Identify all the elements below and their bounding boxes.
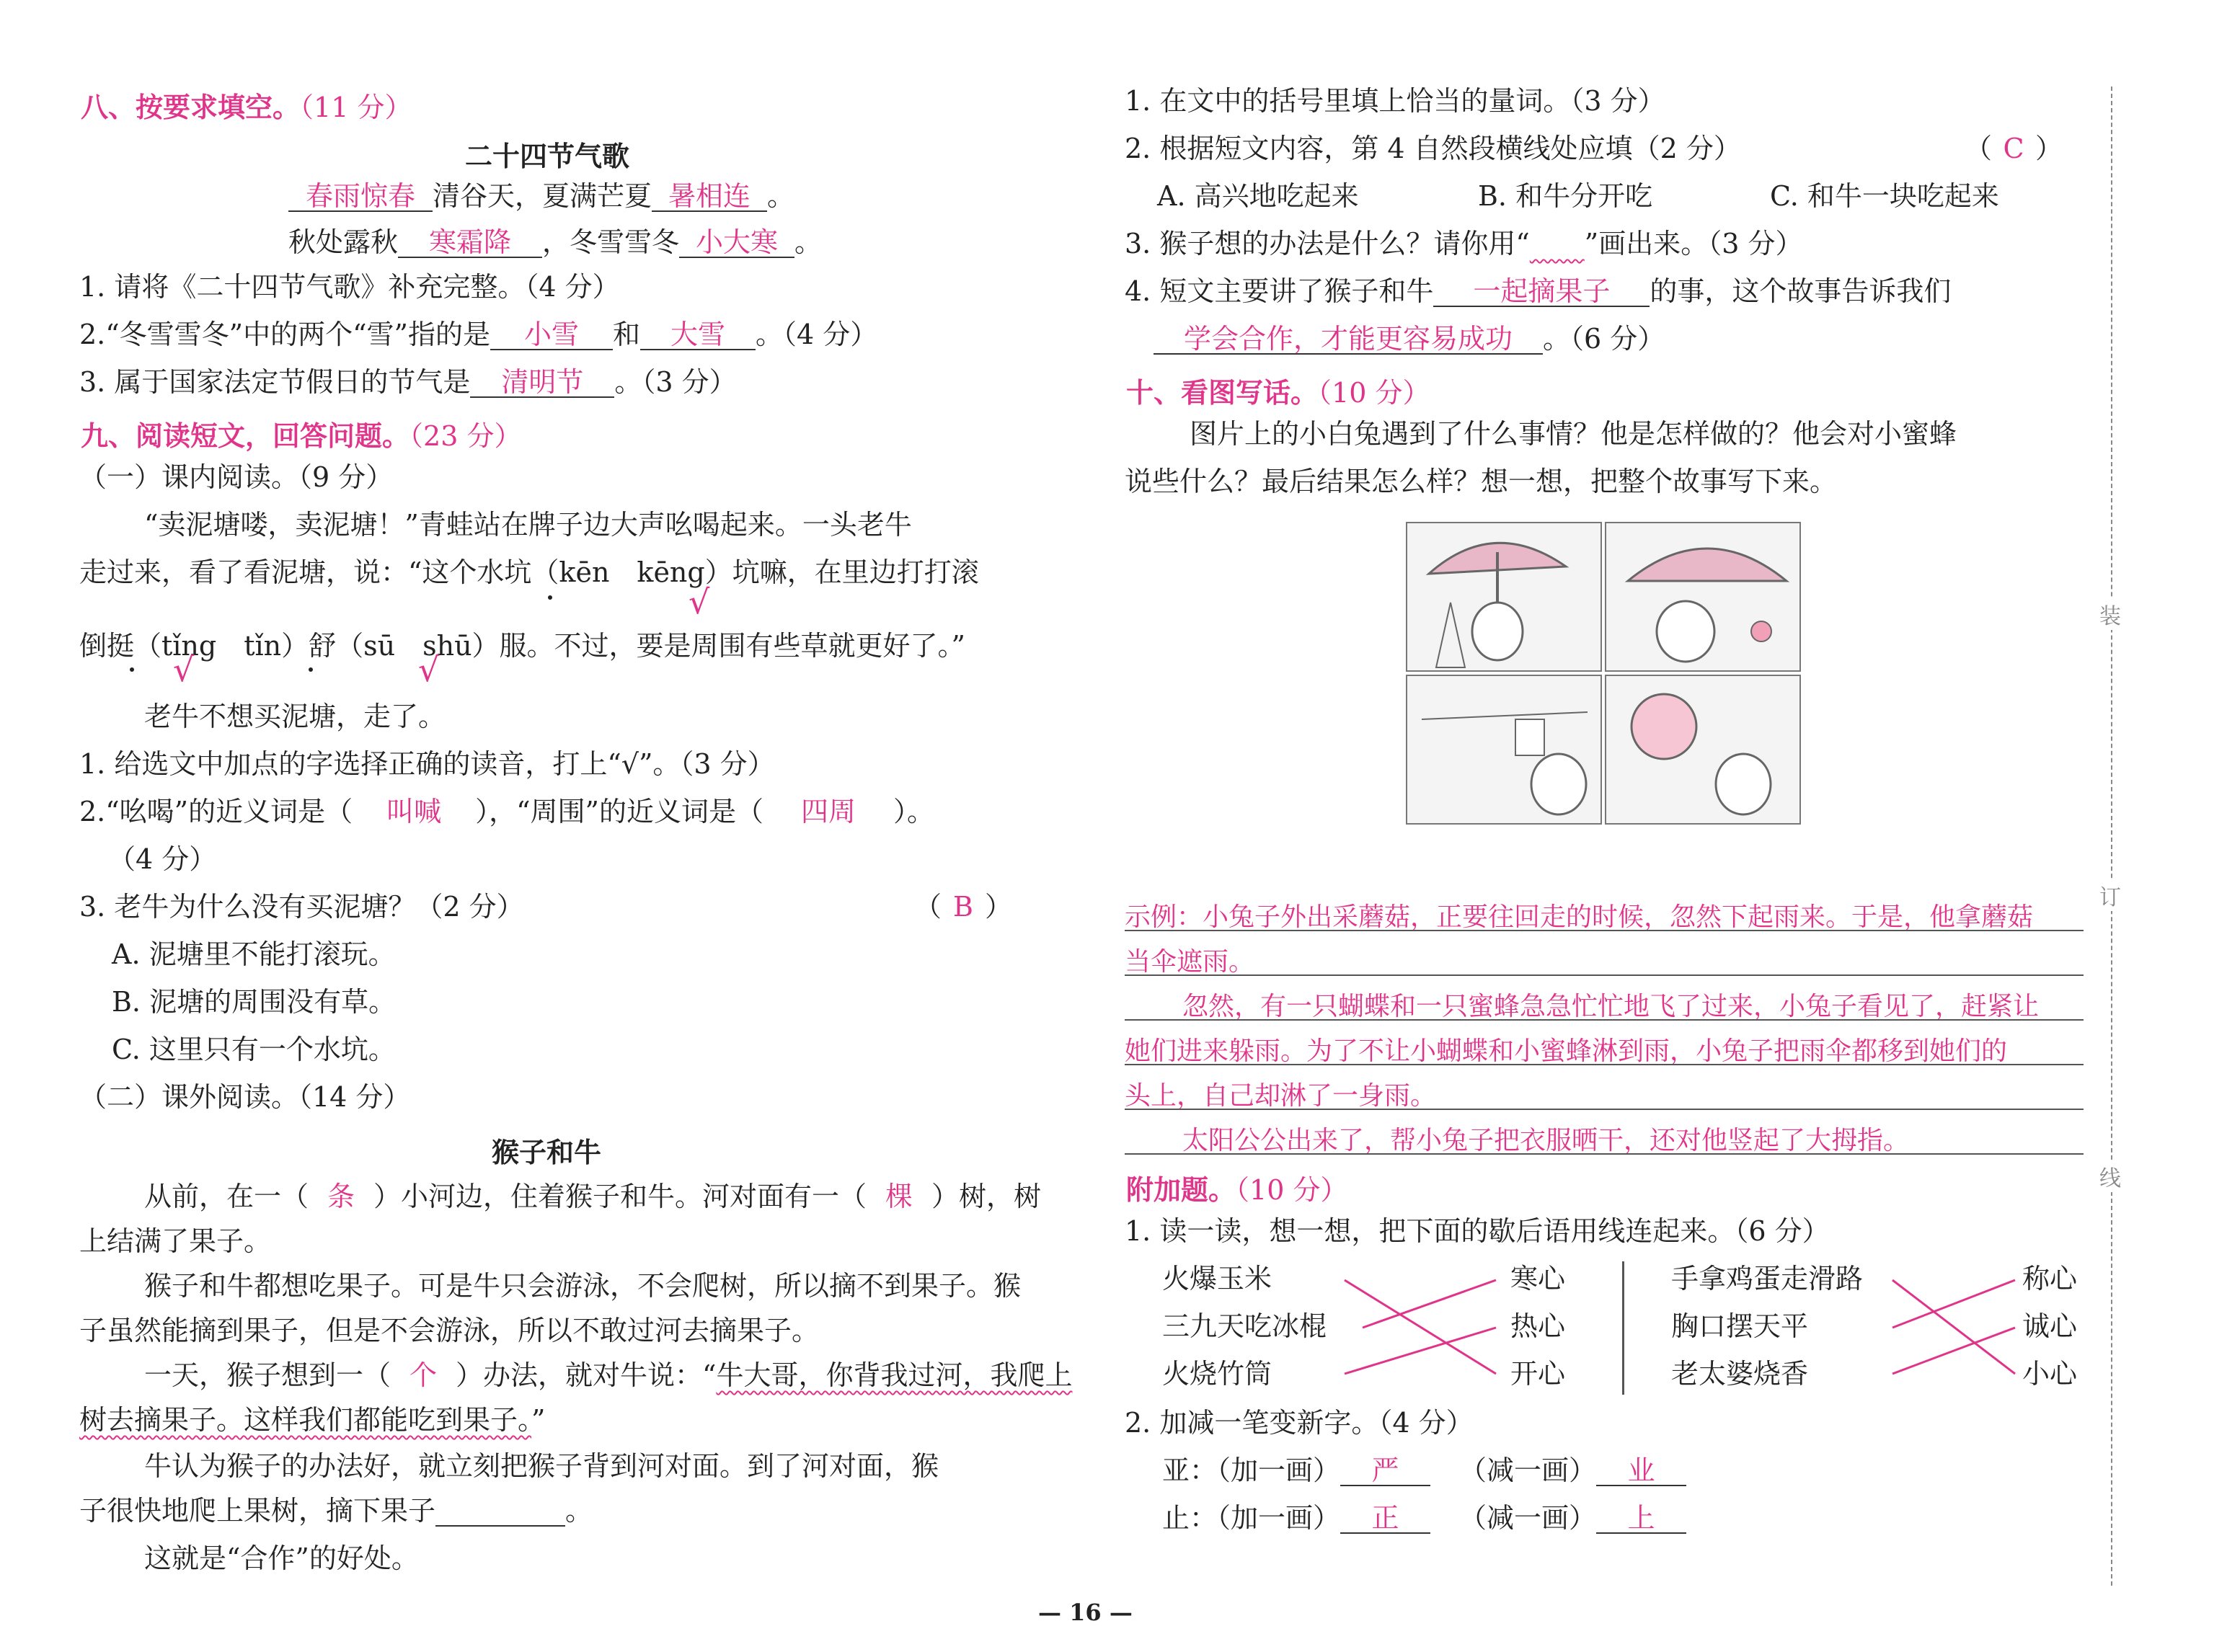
- answer-blank: 学会合作，才能更容易成功: [1154, 324, 1543, 355]
- sample-answer-line: 太阳公公出来了，帮小兔子把衣服晒干，还对他竖起了大拇指。: [1182, 1126, 1910, 1155]
- match-item: 火爆玉米: [1162, 1263, 1272, 1294]
- binding-dashed-line: [2111, 86, 2112, 1586]
- answer-blank: 小大寒: [679, 228, 794, 258]
- part-1-label: （一）课内阅读。（9 分）: [79, 461, 394, 493]
- answer-bracket: （ B ）: [914, 891, 1013, 923]
- match-item: 热心: [1510, 1310, 1566, 1342]
- bonus-heading: 附加题。（10 分）: [1126, 1174, 1348, 1206]
- match-item: 手拿鸡蛋走滑路: [1671, 1263, 1864, 1294]
- page-number: — 16 —: [1038, 1599, 1133, 1626]
- passage-1-line: 老牛不想买泥塘，走了。: [144, 701, 446, 732]
- option-a: A. 泥塘里不能打滚玩。: [112, 938, 396, 970]
- match-item: 诚心: [2022, 1310, 2078, 1342]
- answer-blank: 小雪: [490, 320, 613, 350]
- passage-1-line: 走过来，看了看泥塘，说：“这个水坑（kēn kēng）坑嘛，在里边打打滚: [79, 556, 979, 588]
- question-8-2: 2.“冬雪雪冬”中的两个“雪”指的是 小雪 和 大雪 。（4 分）: [79, 319, 878, 350]
- answer-text: 叫喊: [386, 796, 442, 827]
- story-line: 上结满了果子。: [79, 1225, 272, 1257]
- check-mark-icon: √: [689, 582, 710, 621]
- story-line: 猴子和牛都想吃果子。可是牛只会游泳，不会爬树，所以摘不到果子。猴: [144, 1270, 1022, 1302]
- prompt-line: 说些什么？最后结果怎么样？想一想，把整个故事写下来。: [1125, 466, 1838, 497]
- answer-blank: 春雨惊春: [288, 182, 433, 212]
- question-8-3: 3. 属于国家法定节假日的节气是 清明节 。（3 分）: [79, 366, 737, 398]
- poem-line-1: 春雨惊春 清谷天，夏满芒夏 暑相连 。: [288, 180, 794, 212]
- match-item: 寒心: [1510, 1263, 1566, 1294]
- question-8-1: 1. 请将《二十四节气歌》补充完整。（4 分）: [79, 271, 620, 303]
- answer-text: 四周: [800, 796, 856, 827]
- sample-answer-line: 头上，自己却淋了一身雨。: [1125, 1081, 1437, 1111]
- answer-bracket: （ C ）: [1965, 133, 2063, 164]
- match-item: 开心: [1510, 1358, 1566, 1390]
- check-mark-icon: √: [173, 650, 195, 689]
- question-2: 2. 根据短文内容，第 4 自然段横线处应填（2 分）: [1125, 133, 1741, 164]
- answer-blank: 一起摘果子: [1433, 277, 1650, 307]
- story-line: 树去摘果子。这样我们都能吃到果子。”: [79, 1404, 546, 1436]
- add-stroke-row: 亚：（加一画） 严 （减一画） 业: [1162, 1455, 1686, 1486]
- check-mark-icon: √: [418, 650, 440, 689]
- story-line: 这就是“合作”的好处。: [144, 1542, 419, 1574]
- match-item: 胸口摆天平: [1671, 1310, 1809, 1342]
- question-4-cont: 学会合作，才能更容易成功 。（6 分）: [1154, 323, 1665, 355]
- option-b: B. 和牛分开吃: [1478, 180, 1653, 212]
- section-9-heading: 九、阅读短文，回答问题。（23 分）: [81, 420, 522, 452]
- match-item: 老太婆烧香: [1671, 1358, 1809, 1390]
- story-line: 牛认为猴子的办法好，就立刻把猴子背到河对面。到了河对面，猴: [144, 1450, 939, 1482]
- answer-blank: 严: [1340, 1456, 1430, 1486]
- sample-answer-line: 忽然，有一只蝴蝶和一只蜜蜂急急忙忙地飞了过来，小兔子看见了，赶紧让: [1182, 992, 2040, 1021]
- question-9-3: 3. 老牛为什么没有买泥塘？（2 分）: [79, 891, 524, 923]
- margin-label: 装: [2099, 598, 2121, 630]
- poem-title: 二十四节气歌: [465, 141, 630, 172]
- margin-label: 线: [2099, 1160, 2121, 1192]
- prompt-line: 图片上的小白兔遇到了什么事情？他是怎样做的？他会对小蜜蜂: [1190, 418, 1957, 450]
- margin-label: 订: [2099, 879, 2121, 911]
- wavy-underlined-text: 牛大哥，你背我过河，我爬上: [716, 1359, 1073, 1391]
- story-title: 猴子和牛: [492, 1137, 602, 1168]
- sample-answer-line: 当伞遮雨。: [1125, 947, 1255, 977]
- story-line: 子很快地爬上果树，摘下果子 。: [79, 1495, 593, 1527]
- question-9-2: 2.“吆喝”的近义词是（ 叫喊 ），“周围”的近义词是（ 四周 ）。: [79, 796, 934, 827]
- match-item: 三九天吃冰棍: [1162, 1310, 1327, 1342]
- option-a: A. 高兴地吃起来: [1157, 180, 1359, 212]
- add-stroke-row: 止：（加一画） 正 （减一画） 上: [1162, 1502, 1686, 1534]
- answer-blank: 正: [1340, 1504, 1430, 1534]
- question-9-1: 1. 给选文中加点的字选择正确的读音，打上“√”。（3 分）: [79, 748, 775, 780]
- passage-1-line: “卖泥塘喽，卖泥塘！”青蛙站在牌子边大声吆喝起来。一头老牛: [144, 509, 912, 541]
- answer-blank: 寒霜降: [398, 228, 542, 258]
- match-item: 火烧竹筒: [1162, 1358, 1272, 1390]
- story-line: 一天，猴子想到一（ 个 ）办法，就对牛说：“牛大哥，你背我过河，我爬上: [144, 1359, 1073, 1391]
- question-4: 4. 短文主要讲了猴子和牛 一起摘果子 的事，这个故事告诉我们: [1125, 275, 1952, 307]
- story-line: 子虽然能摘到果子，但是不会游泳，所以不敢过河去摘果子。: [79, 1315, 820, 1346]
- answer-blank: 上: [1596, 1504, 1686, 1534]
- match-item: 小心: [2022, 1358, 2078, 1390]
- answer-blank: 业: [1596, 1456, 1686, 1486]
- question-3: 3. 猴子想的办法是什么？请你用“ ”画出来。（3 分）: [1125, 228, 1803, 259]
- option-c: C. 这里只有一个水坑。: [112, 1034, 396, 1065]
- question-1: 1. 在文中的括号里填上恰当的量词。（3 分）: [1125, 85, 1665, 117]
- passage-1-line: 倒挺（tǐng tǐn）舒（sū shū）服。不过，要是周围有些草就更好了。”: [79, 630, 965, 662]
- poem-line-2: 秋处露秋 寒霜降 ，冬雪雪冬 小大寒 。: [288, 226, 823, 258]
- match-item: 称心: [2022, 1263, 2078, 1294]
- bonus-question-2: 2. 加减一笔变新字。（4 分）: [1125, 1407, 1474, 1439]
- answer-blank: 大雪: [640, 320, 756, 350]
- option-b: B. 泥塘的周围没有草。: [112, 986, 397, 1018]
- answer-blank: 清明节: [470, 368, 614, 398]
- section-8-heading: 八、按要求填空。（11 分）: [81, 92, 412, 123]
- sample-answer-line: 示例：小兔子外出采蘑菇，正要往回走的时候，忽然下起雨来。于是，他拿蘑菇: [1125, 902, 2034, 932]
- wavy-underlined-text: 树去摘果子。这样我们都能吃到果子。: [79, 1404, 532, 1436]
- question-9-2-points: （4 分）: [108, 843, 217, 875]
- section-10-heading: 十、看图写话。（10 分）: [1126, 377, 1430, 409]
- bonus-question-1: 1. 读一读，想一想，把下面的歇后语用线连起来。（6 分）: [1125, 1215, 1830, 1247]
- option-c: C. 和牛一块吃起来: [1770, 180, 1999, 212]
- answer-blank: 暑相连: [652, 182, 767, 212]
- part-2-label: （二）课外阅读。（14 分）: [79, 1081, 411, 1113]
- sample-answer-line: 她们进来躲雨。为了不让小蝴蝶和小蜜蜂淋到雨，小兔子把雨伞都移到她们的: [1125, 1036, 2008, 1066]
- story-line: 从前，在一（ 条 ）小河边，住着猴子和牛。河对面有一（ 棵 ）树，树: [144, 1181, 1042, 1212]
